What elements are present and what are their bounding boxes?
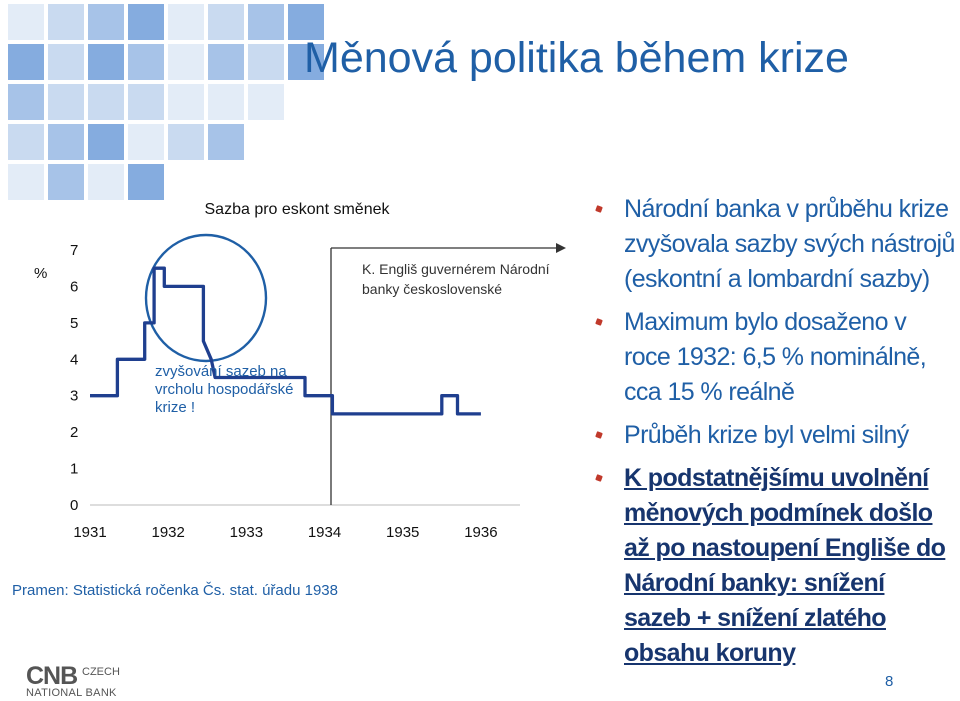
mosaic-tile <box>248 4 284 40</box>
y-tick-label: 0 <box>70 497 79 514</box>
mosaic-tile <box>248 84 284 120</box>
bullet-marker-icon <box>595 318 603 326</box>
header-mosaic <box>0 0 960 175</box>
y-tick-label: 3 <box>70 387 79 405</box>
y-tick-label: 1 <box>70 460 79 478</box>
bullet-text: K podstatnějšímu uvolnění měnových podmínek došlo až po nastoupení Engliše do Národní banky: snížení sazeb + snížení zlatého obsahu koruny <box>624 464 946 667</box>
y-tick-label: 4 <box>70 351 79 369</box>
mosaic-tile <box>128 84 164 120</box>
bullet-text: Průběh krize byl velmi silný <box>624 421 909 449</box>
mosaic-tile <box>168 84 204 120</box>
mosaic-tile <box>128 44 164 80</box>
annotation-englis-line: K. Engliš guvernérem Národní <box>362 261 550 277</box>
mosaic-tile <box>88 84 124 120</box>
slide-title: Měnová politika během krize <box>304 34 849 82</box>
mosaic-tile <box>8 124 44 160</box>
annotation-crisis-line: zvyšování sazeb na <box>155 363 287 380</box>
mosaic-tile <box>48 84 84 120</box>
page-number: 8 <box>885 673 894 690</box>
bullet-text: Národní banka v průběhu krize zvyšovala sazby svých nástrojů (eskontní a lombardní sazby) <box>624 195 955 293</box>
mosaic-tile <box>248 44 284 80</box>
x-tick-label: 1935 <box>386 524 420 541</box>
bullet-item <box>596 418 956 453</box>
y-axis-label: % <box>34 265 48 282</box>
logo-line-czech: CZECH <box>82 666 120 678</box>
annotation-crisis-line: vrcholu hospodářské <box>155 381 294 398</box>
mosaic-tile <box>128 4 164 40</box>
bullet-marker-icon <box>595 205 603 213</box>
mosaic-tile <box>168 4 204 40</box>
bullet-item <box>596 192 956 297</box>
cnb-logo <box>26 662 146 698</box>
annotation-englis <box>362 261 553 297</box>
mosaic-tile <box>88 124 124 160</box>
mosaic-tile <box>48 4 84 40</box>
mosaic-tile <box>168 44 204 80</box>
y-tick-label: 7 <box>70 242 79 259</box>
bullet-marker-icon <box>595 431 603 439</box>
x-tick-label: 1934 <box>307 524 342 541</box>
y-tick-label: 6 <box>70 278 79 296</box>
arrow-head-icon <box>556 243 566 253</box>
mosaic-tile <box>48 44 84 80</box>
mosaic-tile <box>88 44 124 80</box>
mosaic-tile <box>208 84 244 120</box>
logo-mark: CNB <box>26 662 78 690</box>
y-tick-label: 2 <box>70 424 79 442</box>
mosaic-tile <box>208 4 244 40</box>
bullet-item <box>596 305 956 410</box>
mosaic-tile <box>208 44 244 80</box>
chart-title: Sazba pro eskont směnek <box>204 201 390 218</box>
mosaic-tile <box>168 124 204 160</box>
x-tick-labels <box>73 524 497 541</box>
discount-rate-chart <box>0 180 580 610</box>
annotation-crisis-line: krize ! <box>155 399 196 416</box>
chart-source: Pramen: Statistická ročenka Čs. stat. úřadu 1938 <box>12 582 338 599</box>
highlight-circle <box>146 235 266 361</box>
annotation-englis-line: banky československé <box>362 281 503 297</box>
mosaic-tile <box>8 84 44 120</box>
x-tick-label: 1936 <box>464 524 498 541</box>
mosaic-tile <box>208 124 244 160</box>
mosaic-tile <box>128 124 164 160</box>
mosaic-tile <box>8 4 44 40</box>
x-tick-label: 1931 <box>73 524 107 541</box>
y-tick-labels <box>70 242 78 514</box>
y-tick-label: 5 <box>70 314 79 332</box>
bullet-item <box>596 461 956 671</box>
bullet-marker-icon <box>595 474 603 482</box>
logo-line-national-bank: NATIONAL BANK <box>26 687 117 699</box>
mosaic-tile <box>48 124 84 160</box>
mosaic-tile <box>8 44 44 80</box>
annotation-crisis <box>155 363 298 416</box>
bullet-list <box>596 192 956 679</box>
x-tick-label: 1932 <box>151 524 185 541</box>
bullet-text: Maximum bylo dosaženo v roce 1932: 6,5 % nominálně, cca 15 % reálně <box>624 308 927 406</box>
mosaic-tile <box>88 4 124 40</box>
x-tick-label: 1933 <box>229 524 264 541</box>
